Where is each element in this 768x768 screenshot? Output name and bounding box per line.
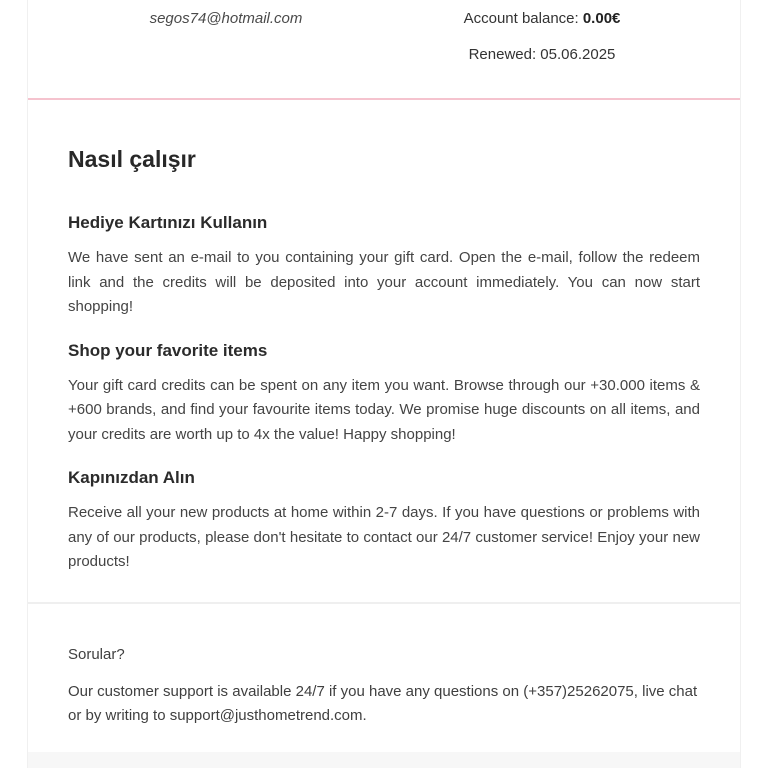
footer-question: Sorular? [68,645,125,663]
account-balance-line [384,9,700,29]
section-redeem-gift-card [68,212,700,320]
how-it-works-content [28,100,740,602]
user-email: segos74@hotmail.com [149,10,303,27]
section-body-redeem: We have sent an e-mail to you containing your gift card. Open the e-mail, follow the redeem link and the credits will be deposited into your account immediately. You can now start shopping! [68,249,700,315]
section-heading-delivery: Kapınızdan Alın [68,468,195,487]
renewed-date: Renewed: 05.06.2025 [468,46,616,63]
account-balance-label: Account balance: [463,10,583,27]
support-footer [28,602,740,752]
footer-gray-band [28,752,740,768]
section-delivery [68,467,700,575]
page-title: Nasıl çalışır [68,146,196,172]
section-heading-redeem: Hediye Kartınızı Kullanın [68,213,268,232]
account-header [28,0,740,100]
section-body-shop: Your gift card credits can be spent on any item you want. Browse through our +30.000 items & +600 brands, and find your favourite items today. We promise huge discounts on all items, and your credits are worth up to 4x the value! Happy shopping! [68,376,700,443]
footer-support-text: Our customer support is available 24/7 if you have any questions on (+357)25262075, live chat or by writing to support@justhometrend.com. [68,682,698,724]
account-header-left [68,9,384,29]
email-body-container [27,0,741,768]
account-balance-value: 0.00€ [582,10,621,27]
section-body-delivery: Receive all your new products at home within 2-7 days. If you have questions or problems with any of our products, please don't hesitate to contact our 24/7 customer service! Enjoy your new products! [68,504,700,570]
section-heading-shop: Shop your favorite items [68,340,268,360]
account-header-right [384,9,700,65]
section-shop-items [68,340,700,448]
